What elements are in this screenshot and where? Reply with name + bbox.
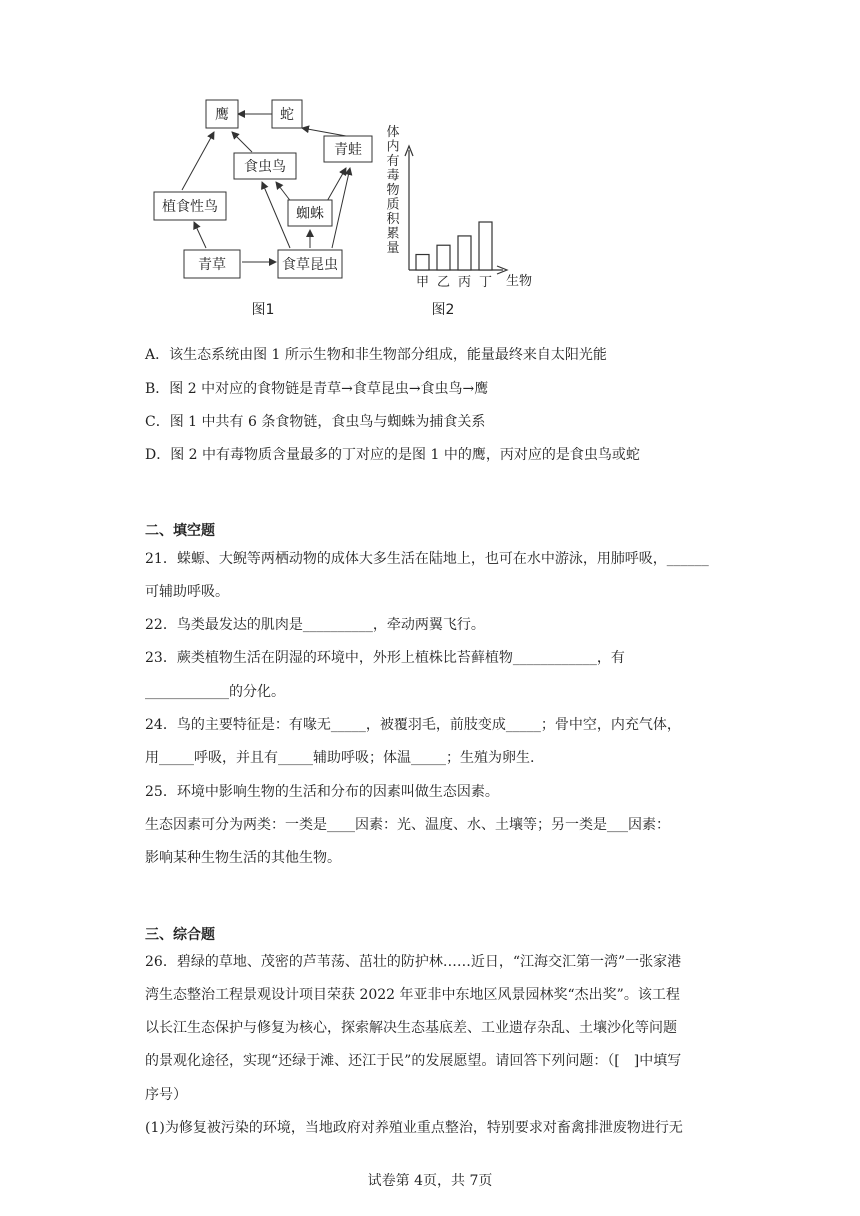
y-label-char: 物 bbox=[386, 183, 400, 198]
q25-line2: 生态因素可分为两类：一类是____因素：光、温度、水、土壤等；另一类是___因素： bbox=[145, 817, 670, 833]
y-label-char: 有 bbox=[386, 154, 400, 169]
figure1-caption: 图1 bbox=[251, 302, 275, 318]
chart-y-label bbox=[386, 124, 400, 256]
x-tick-label: 丁 bbox=[478, 275, 493, 290]
x-tick-label: 乙 bbox=[436, 275, 451, 290]
node-herbivorous-bird: 植食性鸟 bbox=[162, 199, 218, 215]
q26-sub1: (1)为修复被污染的环境，当地政府对养殖业重点整治，特别要求对畜禽排泄废物进行无 bbox=[145, 1120, 683, 1136]
y-label-char: 积 bbox=[386, 212, 400, 227]
x-tick-label: 丙 bbox=[457, 275, 472, 290]
page-footer: 试卷第 4页，共 7页 bbox=[367, 1173, 493, 1189]
food-web-figure bbox=[140, 90, 390, 320]
q22: 22．鸟类最发达的肌肉是__________，牵动两翼飞行。 bbox=[145, 617, 485, 633]
y-label-char: 毒 bbox=[386, 168, 400, 184]
node-herbivorous-insect: 食草昆虫 bbox=[282, 257, 338, 273]
q24-line2: 用_____呼吸，并且有_____辅助呼吸；体温_____；生殖为卵生. bbox=[145, 750, 535, 766]
y-label-char: 内 bbox=[386, 139, 400, 155]
q24-line1: 24．鸟的主要特征是：有喙无_____，被覆羽毛，前肢变成_____；骨中空，内充气体， bbox=[145, 717, 681, 733]
arrow-herbbird-to-hawk bbox=[182, 132, 214, 190]
q23-line1: 23．蕨类植物生活在阴湿的环境中，外形上植株比苔藓植物____________，有 bbox=[145, 650, 625, 666]
option-d: D．图 2 中有毒物质含量最多的丁对应的是图 1 中的鹰，丙对应的是食虫鸟或蛇 bbox=[145, 447, 640, 463]
bar-乙 bbox=[437, 245, 450, 270]
node-grass: 青草 bbox=[198, 257, 226, 273]
node-snake: 蛇 bbox=[280, 107, 294, 123]
node-frog: 青蛙 bbox=[334, 142, 362, 158]
option-a: A．该生态系统由图 1 所示生物和非生物部分组成，能量最终来自太阳光能 bbox=[145, 347, 607, 363]
option-c: C．图 1 中共有 6 条食物链，食虫鸟与蜘蛛为捕食关系 bbox=[145, 414, 486, 430]
q26-line1: 26．碧绿的草地、茂密的芦苇荡、茁壮的防护林……近日，“江海交汇第一湾”一张家港 bbox=[145, 954, 682, 970]
q26-line2: 湾生态整治工程景观设计项目荣获 2022 年亚非中东地区风景园林奖“杰出奖”。该工程 bbox=[145, 987, 680, 1003]
y-label-char: 质 bbox=[386, 197, 400, 213]
toxin-bar-chart bbox=[385, 120, 545, 320]
bar-甲 bbox=[416, 255, 429, 270]
q23-line2: ____________的分化。 bbox=[145, 684, 285, 700]
node-hawk: 鹰 bbox=[215, 107, 229, 123]
q26-line4: 的景观化途径，实现“还绿于滩、还江于民”的发展愿望。请回答下列问题：（[ ]中填写 bbox=[145, 1053, 682, 1069]
q26-line3: 以长江生态保护与修复为核心，探索解决生态基底差、工业遗存杂乱、土壤沙化等问题 bbox=[145, 1020, 677, 1036]
bar-丁 bbox=[479, 222, 492, 270]
arrow-insect-to-insectbird bbox=[262, 182, 290, 248]
arrow-frog-to-snake bbox=[302, 128, 346, 136]
node-spider: 蜘蛛 bbox=[296, 206, 324, 222]
section3-title: 三、综合题 bbox=[145, 927, 215, 943]
y-label-char: 量 bbox=[386, 241, 400, 256]
node-insectivorous-bird: 食虫鸟 bbox=[244, 159, 286, 175]
figure2-caption: 图2 bbox=[431, 302, 455, 318]
section2-title: 二、填空题 bbox=[145, 523, 215, 539]
arrow-insectbird-to-hawk bbox=[232, 132, 252, 152]
y-label-char: 累 bbox=[386, 226, 400, 242]
arrow-insect-to-frog bbox=[332, 168, 350, 248]
q25-line1: 25．环境中影响生物的生活和分布的因素叫做生态因素。 bbox=[145, 784, 499, 800]
option-b: B．图 2 中对应的食物链是青草→食草昆虫→食虫鸟→鹰 bbox=[145, 381, 489, 397]
q21-line1: 21．蝾螈、大鲵等两栖动物的成体大多生活在陆地上，也可在水中游泳，用肺呼吸，______ bbox=[145, 551, 709, 567]
x-tick-label: 甲 bbox=[415, 275, 430, 290]
q26-line5: 序号） bbox=[145, 1087, 187, 1103]
q25-line3: 影响某种生物生活的其他生物。 bbox=[145, 850, 341, 866]
y-label-char: 体 bbox=[386, 125, 400, 140]
bar-丙 bbox=[458, 236, 471, 270]
arrow-grass-to-herbbird bbox=[194, 222, 206, 248]
q21-line2: 可辅助呼吸。 bbox=[145, 584, 229, 600]
chart-x-label: 生物 bbox=[505, 274, 533, 289]
